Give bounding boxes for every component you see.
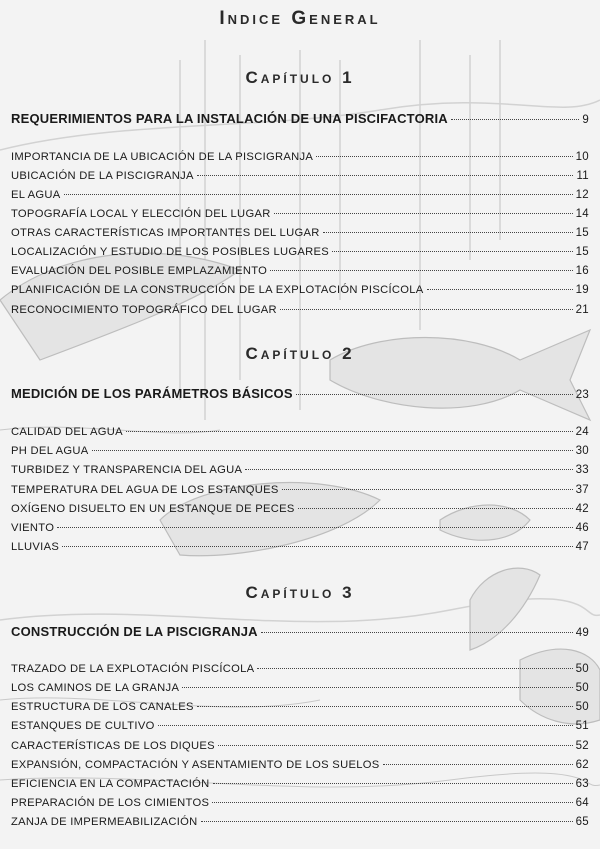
entry-label: LLUVIAS [11, 541, 60, 553]
entry-page-number: 51 [575, 720, 589, 732]
chapter-3-heading: Capítulo 3 [245, 583, 355, 602]
toc-entry[interactable] [11, 227, 589, 239]
entry-page-number: 15 [575, 227, 589, 239]
dot-leader [245, 469, 572, 470]
entry-label: ESTANQUES DE CULTIVO [11, 720, 155, 732]
entry-page-number: 9 [582, 114, 589, 126]
dot-leader [270, 270, 572, 271]
entry-page-number: 64 [575, 797, 589, 809]
entry-label: RECONOCIMIENTO TOPOGRÁFICO DEL LUGAR [11, 304, 277, 316]
dot-leader [64, 194, 573, 195]
toc-entry[interactable] [11, 522, 589, 534]
entry-page-number: 30 [575, 445, 589, 457]
toc-entry[interactable] [11, 426, 589, 438]
dot-leader [218, 745, 573, 746]
entry-page-number: 50 [575, 663, 589, 675]
dot-leader [427, 289, 573, 290]
dot-leader [282, 489, 573, 490]
toc-entry[interactable] [11, 740, 589, 752]
entry-label: TEMPERATURA DEL AGUA DE LOS ESTANQUES [11, 484, 279, 496]
entry-label: EVALUACIÓN DEL POSIBLE EMPLAZAMIENTO [11, 265, 268, 277]
chapter-2-title-entry[interactable] [11, 386, 589, 401]
toc-entry[interactable] [11, 778, 589, 790]
entry-label: LOCALIZACIÓN Y ESTUDIO DE LOS POSIBLES LUGARES [11, 246, 330, 258]
entry-page-number: 65 [575, 816, 589, 828]
entry-page-number: 62 [575, 759, 589, 771]
dot-leader [261, 632, 573, 633]
entry-page-number: 21 [575, 304, 589, 316]
entry-label: TURBIDEZ Y TRANSPARENCIA DEL AGUA [11, 464, 243, 476]
toc-entry[interactable] [11, 503, 589, 515]
toc-entry[interactable] [11, 682, 589, 694]
dot-leader [62, 546, 572, 547]
dot-leader [213, 783, 573, 784]
toc-entry[interactable] [11, 208, 589, 220]
dot-leader [201, 821, 573, 822]
entry-page-number: 47 [575, 541, 589, 553]
entry-label: CALIDAD DEL AGUA [11, 426, 123, 438]
chapter-1-title-entry[interactable] [11, 111, 589, 126]
entry-page-number: 42 [575, 503, 589, 515]
entry-label: MEDICIÓN DE LOS PARÁMETROS BÁSICOS [11, 386, 293, 401]
chapter-1-heading: Capítulo 1 [245, 68, 355, 87]
toc-entry[interactable] [11, 797, 589, 809]
dot-leader [298, 508, 573, 509]
dot-leader [197, 706, 573, 707]
toc-entry[interactable] [11, 445, 589, 457]
toc-entry[interactable] [11, 541, 589, 553]
dot-leader [316, 156, 572, 157]
entry-page-number: 49 [575, 627, 589, 639]
toc-entry[interactable] [11, 284, 589, 296]
dot-leader [451, 119, 580, 120]
entry-page-number: 16 [575, 265, 589, 277]
entry-page-number: 12 [575, 189, 589, 201]
toc-entry[interactable] [11, 464, 589, 476]
dot-leader [158, 725, 573, 726]
entry-label: IMPORTANCIA DE LA UBICACIÓN DE LA PISCIGRANJA [11, 151, 314, 163]
toc-entry[interactable] [11, 759, 589, 771]
chapter-3-title-entry[interactable] [11, 624, 589, 639]
entry-page-number: 37 [575, 484, 589, 496]
entry-page-number: 50 [575, 682, 589, 694]
toc-entry[interactable] [11, 720, 589, 732]
toc-entry[interactable] [11, 701, 589, 713]
toc-entry[interactable] [11, 304, 589, 316]
dot-leader [57, 527, 572, 528]
dot-leader [274, 213, 573, 214]
dot-leader [280, 309, 573, 310]
entry-label: CARACTERÍSTICAS DE LOS DIQUES [11, 740, 215, 752]
toc-entry[interactable] [11, 189, 589, 201]
toc-entry[interactable] [11, 484, 589, 496]
entry-page-number: 52 [575, 740, 589, 752]
entry-label: REQUERIMIENTOS PARA LA INSTALACIÓN DE UNA PISCIFACTORIA [11, 111, 448, 126]
entry-page-number: 33 [575, 464, 589, 476]
dot-leader [126, 431, 573, 432]
entry-page-number: 50 [575, 701, 589, 713]
toc-entry[interactable] [11, 663, 589, 675]
chapter-2-heading: Capítulo 2 [245, 344, 355, 363]
entry-label: EL AGUA [11, 189, 61, 201]
entry-label: EFICIENCIA EN LA COMPACTACIÓN [11, 778, 210, 790]
toc-entry[interactable] [11, 816, 589, 828]
entry-page-number: 24 [575, 426, 589, 438]
entry-label: PREPARACIÓN DE LOS CIMIENTOS [11, 797, 210, 809]
entry-label: PH DEL AGUA [11, 445, 89, 457]
entry-page-number: 63 [575, 778, 589, 790]
dot-leader [197, 175, 574, 176]
entry-label: PLANIFICACIÓN DE LA CONSTRUCCIÓN DE LA EXPLOTACIÓN PISCÍCOLA [11, 284, 424, 296]
entry-label: ESTRUCTURA DE LOS CANALES [11, 701, 194, 713]
entry-label: EXPANSIÓN, COMPACTACIÓN Y ASENTAMIENTO DE LOS SUELOS [11, 759, 380, 771]
dot-leader [323, 232, 573, 233]
entry-label: LOS CAMINOS DE LA GRANJA [11, 682, 180, 694]
entry-label: ZANJA DE IMPERMEABILIZACIÓN [11, 816, 198, 828]
entry-page-number: 15 [575, 246, 589, 258]
dot-leader [383, 764, 573, 765]
dot-leader [296, 394, 573, 395]
entry-page-number: 14 [575, 208, 589, 220]
dot-leader [332, 251, 573, 252]
toc-entry[interactable] [11, 151, 589, 163]
dot-leader [92, 450, 573, 451]
entry-label: OTRAS CARACTERÍSTICAS IMPORTANTES DEL LUGAR [11, 227, 320, 239]
entry-page-number: 10 [575, 151, 589, 163]
dot-leader [182, 687, 572, 688]
entry-label: VIENTO [11, 522, 55, 534]
toc-entry[interactable] [11, 170, 589, 182]
page-title: Indice General [219, 8, 381, 29]
entry-page-number: 23 [575, 389, 589, 401]
entry-page-number: 19 [575, 284, 589, 296]
entry-label: TOPOGRAFÍA LOCAL Y ELECCIÓN DEL LUGAR [11, 208, 271, 220]
entry-label: CONSTRUCCIÓN DE LA PISCIGRANJA [11, 624, 258, 639]
entry-page-number: 46 [575, 522, 589, 534]
dot-leader [257, 668, 572, 669]
dot-leader [212, 802, 572, 803]
entry-page-number: 11 [576, 170, 589, 182]
toc-entry[interactable] [11, 265, 589, 277]
entry-label: UBICACIÓN DE LA PISCIGRANJA [11, 170, 194, 182]
entry-label: TRAZADO DE LA EXPLOTACIÓN PISCÍCOLA [11, 663, 255, 675]
entry-label: OXÍGENO DISUELTO EN UN ESTANQUE DE PECES [11, 503, 295, 515]
toc-entry[interactable] [11, 246, 589, 258]
